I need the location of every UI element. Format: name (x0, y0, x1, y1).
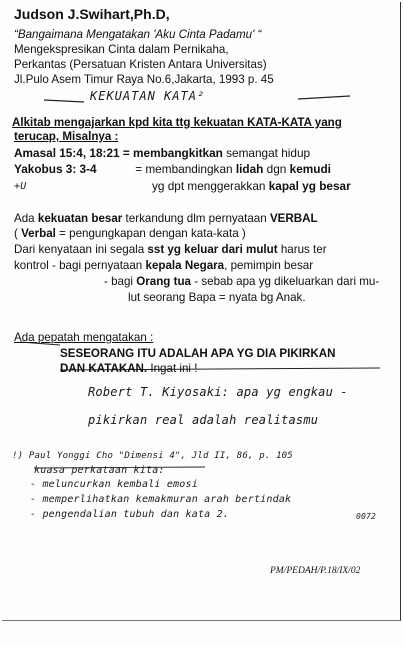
book-title: “Bangaimana Mengatakan 'Aku Cinta Padamu' “ (14, 28, 262, 41)
handwritten-list-title: kuasa perkataan kita: (34, 465, 165, 476)
paragraph-verbal-def: ( Verbal = pengungkapan dengan kata-kata ) (14, 227, 246, 240)
handwritten-list-item: - meluncurkan kembali emosi (30, 479, 198, 490)
publisher-address: Jl.Pulo Asem Timur Raya No.6,Jakarta, 1993 p. 45 (14, 73, 274, 86)
paragraph-kenyataan: Dari kenyataan ini segala sst yg keluar dari mulut harus ter (14, 243, 327, 256)
book-subtitle: Mengekspresikan Cinta dalam Pernikaha, (14, 43, 229, 56)
handwritten-arrow-mark: +U (14, 181, 27, 192)
paragraph-orangtua: - bagi Orang tua - sebab apa yg dikeluarkan dari mu- (104, 275, 380, 288)
yakobus-line: Yakobus 3: 3-4 = membandingkan lidah dgn kemudi (14, 162, 331, 176)
quote-caps-2: DAN KATAKAN. Ingat ini ! (60, 362, 198, 375)
paragraph-kontrol: kontrol - bagi pernyataan kepala Negara, pemimpin besar (14, 259, 314, 272)
handwritten-list-item: - pengendalian tubuh dan kata 2. (30, 509, 230, 520)
amasal-line: Amasal 15:4, 18:21 = membangkitkan semangat hidup (14, 146, 311, 160)
handwritten-quote-1: Robert T. Kiyosaki: apa yg engkau - (88, 385, 348, 399)
body-line-1: Alkitab mengajarkan kpd kita ttg kekuatan KATA-KATA yang (12, 116, 342, 129)
pepatah-intro: Ada pepatah mengatakan : (14, 331, 154, 344)
body-line-2: terucap, Misalnya : (14, 130, 119, 143)
handwritten-side-note: 0072 (356, 512, 377, 521)
paragraph-bapa: lut seorang Bapa = nyata bg Anak. (128, 291, 306, 304)
handwritten-reference: !) Paul Yonggi Cho "Dimensi 4", Jld II, 86, p. 105 (12, 451, 293, 461)
author-name: Judson J.Swihart,Ph.D, (14, 6, 170, 22)
yakobus-line-2: yg dpt menggerakkan kapal yg besar (152, 179, 351, 193)
handwritten-quote-2: pikirkan real adalah realitasmu (88, 413, 319, 427)
publisher: Perkantas (Persatuan Kristen Antara Universitas) (14, 58, 267, 71)
handwritten-heading: KEKUATAN KATA² (90, 89, 206, 103)
paragraph-verbal: Ada kekuatan besar terkandung dlm pernyataan VERBAL (14, 212, 318, 225)
footer-code: PM/PEDAH/P.18/IX/02 (270, 566, 361, 576)
quote-caps-1: SESEORANG ITU ADALAH APA YG DIA PIKIRKAN (60, 347, 336, 360)
handwritten-list-item: - memperlihatkan kemakmuran arah bertindak (30, 494, 292, 505)
